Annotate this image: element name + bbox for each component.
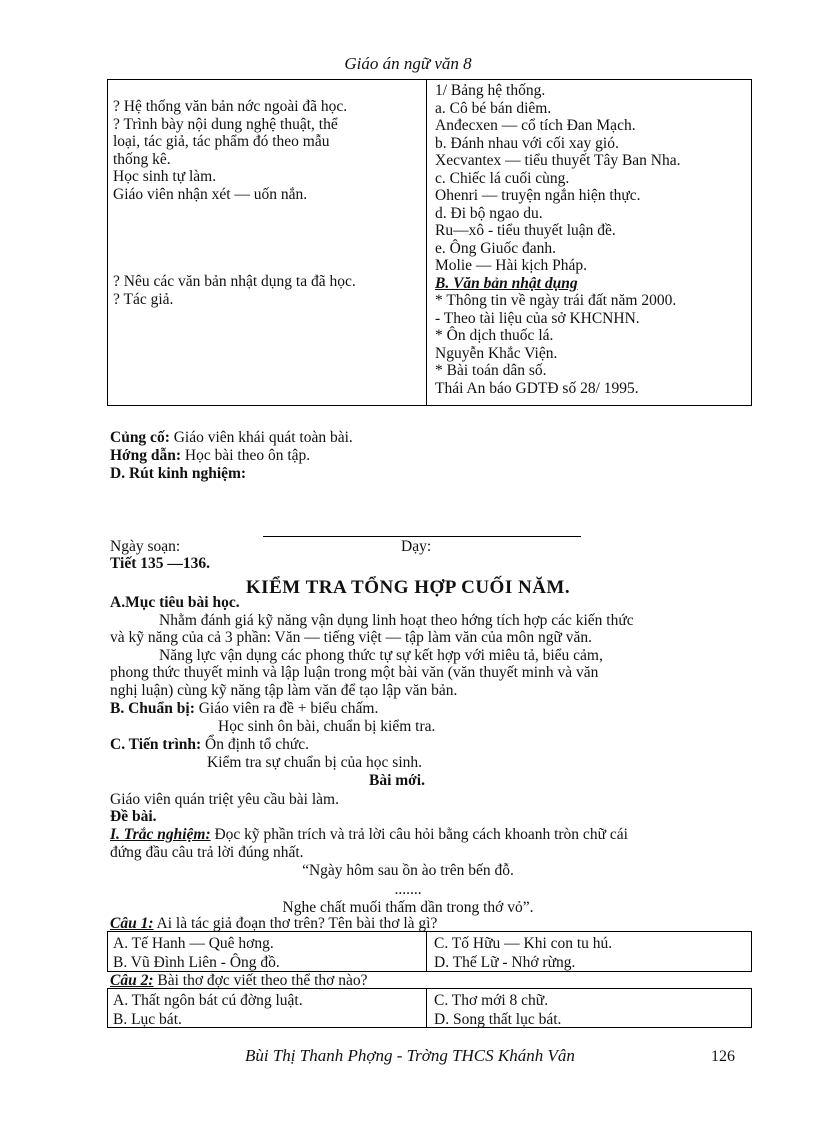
right-line: Nguyễn Khắc Viện. xyxy=(435,344,558,362)
paragraph-line: nghị luận) cùng kỹ năng tập làm văn để tạo lập văn bản. xyxy=(110,682,458,699)
right-line: d. Đi bộ ngao du. xyxy=(435,204,543,222)
day-label: Dạy: xyxy=(401,538,432,555)
page-number: 126 xyxy=(711,1048,735,1065)
left-line: ? Nêu các văn bản nhật dụng ta đã học. xyxy=(113,273,356,290)
chuan-bi-line-2: Học sinh ôn bài, chuẩn bị kiểm tra. xyxy=(218,718,436,735)
poem-line-1: “Ngày hôm sau ồn ào trên bến đỗ. xyxy=(302,862,514,879)
spacer xyxy=(113,203,418,273)
question-2-options xyxy=(107,988,752,1028)
option-d: D. Thế Lữ - Nhớ rừng. xyxy=(434,954,576,971)
paragraph-line: phong thức thuyết minh và lập luận trong một bài văn (văn thuyết minh và văn xyxy=(110,664,599,681)
table-right-column xyxy=(435,82,745,397)
quan-triet-line: Giáo viên quán triệt yêu cầu bài làm. xyxy=(110,791,339,808)
question-1-text: Ai là tác giả đoạn thơ trên? Tên bài thơ là gì? xyxy=(153,915,438,932)
footer-author: Bùi Thị Thanh Phợng - Trờng THCS Khánh Vân xyxy=(245,1046,575,1065)
option-a: A. Tế Hanh — Quê hơng. xyxy=(113,935,274,952)
right-line: * Ôn dịch thuốc lá. xyxy=(435,327,554,344)
right-line: Ohenri — truyện ngắn hiện thực. xyxy=(435,187,641,204)
cung-co-text: Giáo viên khái quát toàn bài. xyxy=(169,429,353,446)
right-line: Anđecxen — cổ tích Đan Mạch. xyxy=(435,117,636,134)
paragraph-line: Nhằm đánh giá kỹ năng vận dụng linh hoạt theo hớng tích hợp các kiến thức xyxy=(159,612,634,629)
huong-dan-text: Học bài theo ôn tập. xyxy=(181,447,311,464)
tiet-label: Tiết 135 —136. xyxy=(110,555,211,572)
tien-trinh-line-2: Kiểm tra sự chuẩn bị của học sinh. xyxy=(207,754,423,771)
right-line: * Bài toán dân số. xyxy=(435,362,547,379)
question-1 xyxy=(110,915,437,932)
exam-title: KIỂM TRA TỔNG HỢP CUỐI NĂM. xyxy=(245,577,571,598)
left-line: loại, tác giả, tác phẩm đó theo mẫu xyxy=(113,133,330,150)
cung-co-line xyxy=(110,429,353,446)
right-line: Molie — Hài kịch Pháp. xyxy=(435,257,587,274)
poem-line-2: Nghe chất muối thấm dần trong thớ vỏ”. xyxy=(282,899,534,916)
right-line: e. Ông Giuốc đanh. xyxy=(435,239,556,257)
right-line: a. Cô bé bán diêm. xyxy=(435,99,552,117)
page-header: Giáo án ngữ văn 8 xyxy=(344,54,472,73)
right-line: * Thông tin về ngày trái đất năm 2000. xyxy=(435,292,677,309)
chuan-bi-line xyxy=(110,700,378,717)
trac-nghiem-label: I. Trắc nghiệm: xyxy=(110,826,211,843)
option-b: B. Lục bát. xyxy=(113,1011,182,1028)
huong-dan-label: Hớng dẫn: xyxy=(110,447,182,464)
question-2-label: Câu 2: xyxy=(110,972,154,989)
trac-nghiem-line xyxy=(110,826,628,843)
right-line: Ru—xô - tiểu thuyết luận đề. xyxy=(435,222,616,239)
question-2 xyxy=(110,972,367,989)
separator-line xyxy=(263,536,581,537)
option-a: A. Thất ngôn bát cú đờng luật. xyxy=(113,992,303,1009)
huong-dan-line xyxy=(110,447,310,464)
trac-nghiem-text: Đọc kỹ phần trích và trả lời câu hỏi bằng cách khoanh tròn chữ cái xyxy=(210,826,628,843)
option-b: B. Vũ Đình Liên - Ông đồ. xyxy=(113,954,280,971)
tien-trinh-line xyxy=(110,736,309,753)
chuan-bi-text: Giáo viên ra đề + biểu chấm. xyxy=(194,700,379,717)
question-1-label: Câu 1: xyxy=(110,915,154,932)
right-line: b. Đánh nhau với cối xay gió. xyxy=(435,134,619,152)
poem-ellipsis: ....... xyxy=(394,881,422,898)
ngay-soan: Ngày soạn: xyxy=(110,538,181,555)
left-line: Học sinh tự làm. xyxy=(113,168,217,185)
question-1-options xyxy=(107,931,752,972)
options-divider xyxy=(426,932,427,971)
right-line: - Theo tài liệu của sở KHCNHN. xyxy=(435,309,640,327)
left-line: ? Trình bày nội dung nghệ thuật, thể xyxy=(113,115,338,133)
question-2-text: Bài thơ đợc viết theo thể thơ nào? xyxy=(153,972,368,989)
right-line: 1/ Bảng hệ thống. xyxy=(435,82,546,99)
paragraph-line: Năng lực vận dụng các phong thức tự sự kết hợp với miêu tả, biểu cảm, xyxy=(159,647,603,664)
muc-tieu-heading: A.Mục tiêu bài học. xyxy=(110,594,240,611)
left-line: ? Hệ thống văn bản nớc ngoài đã học. xyxy=(113,98,348,115)
table-divider xyxy=(426,80,427,405)
option-d: D. Song thất lục bát. xyxy=(434,1011,562,1028)
bai-moi-heading: Bài mới. xyxy=(369,772,425,789)
right-line: Xecvantex — tiểu thuyết Tây Ban Nha. xyxy=(435,152,681,169)
tien-trinh-label: C. Tiến trình: xyxy=(110,736,202,753)
paragraph-line: và kỹ năng của cả 3 phần: Văn — tiếng việt — tập làm văn của môn ngữ văn. xyxy=(110,629,593,646)
chuan-bi-label: B. Chuẩn bị: xyxy=(110,700,195,717)
rut-kinh-nghiem: D. Rút kinh nghiệm: xyxy=(110,465,247,482)
left-line: Giáo viên nhận xét — uốn nắn. xyxy=(113,185,308,203)
right-line: Thái An báo GDTĐ số 28/ 1995. xyxy=(435,379,639,397)
left-line: thống kê. xyxy=(113,150,171,168)
table-left-column xyxy=(113,98,418,308)
tien-trinh-text: Ổn định tổ chức. xyxy=(201,736,309,753)
right-line: c. Chiếc lá cuối cùng. xyxy=(435,169,570,187)
cung-co-label: Củng cố: xyxy=(110,429,170,446)
option-c: C. Thơ mới 8 chữ. xyxy=(434,992,549,1009)
review-table xyxy=(107,79,752,406)
options-divider xyxy=(426,989,427,1027)
section-heading-nhat-dung: B. Văn bản nhật dụng xyxy=(435,274,578,292)
de-bai-heading: Đề bài. xyxy=(110,808,157,825)
left-line: ? Tác giả. xyxy=(113,290,174,308)
option-c: C. Tố Hữu — Khi con tu hú. xyxy=(434,935,613,952)
trac-nghiem-line-2: đứng đầu câu trả lời đúng nhất. xyxy=(110,844,304,861)
